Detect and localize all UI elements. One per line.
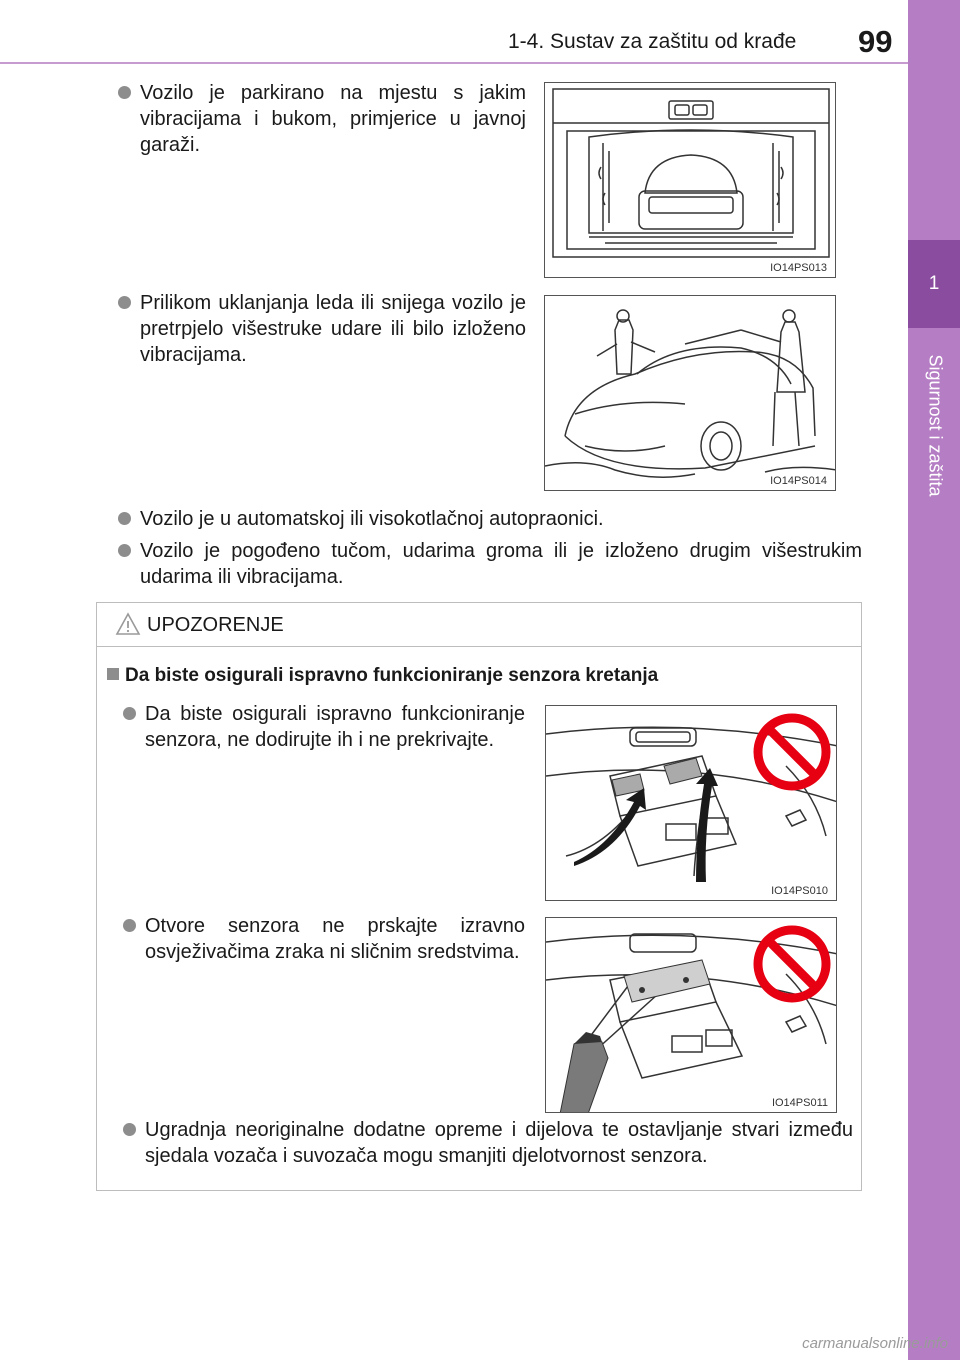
bullet-item xyxy=(118,290,526,368)
bullet-dot-icon xyxy=(118,86,131,99)
bullet-dot-icon xyxy=(123,1123,136,1136)
bullet-text: Vozilo je pogođeno tučom, udarima groma ili je izloženo drugim višestrukim udarima ili vibracijama. xyxy=(140,540,862,588)
bullet-item xyxy=(118,506,858,532)
bullet-dot-icon xyxy=(118,296,131,309)
warning-header xyxy=(97,603,861,647)
bullet-item xyxy=(118,80,526,158)
figure-code: IO14PS013 xyxy=(770,262,827,274)
warning-subheading xyxy=(107,665,658,687)
figure-code: IO14PS011 xyxy=(771,1097,828,1109)
warning-title: UPOZORENJE xyxy=(147,614,284,636)
square-bullet-icon xyxy=(107,668,119,680)
watermark: carmanualsonline.info xyxy=(802,1335,948,1352)
figure-code: IO14PS010 xyxy=(771,885,828,897)
bullet-text: Otvore senzora ne prskajte izravno osvježivačima zraka ni sličnim sredstvima. xyxy=(145,915,525,963)
figure-code: IO14PS014 xyxy=(770,475,827,487)
bullet-dot-icon xyxy=(118,512,131,525)
header-divider xyxy=(0,62,908,64)
side-tab-chapter-number: 1 xyxy=(928,273,940,294)
side-tab-chapter-label-text: Sigurnost i zaštita xyxy=(925,353,946,497)
bullet-dot-icon xyxy=(123,919,136,932)
bullet-dot-icon xyxy=(118,544,131,557)
side-tab-chapter[interactable] xyxy=(908,240,960,328)
bullet-text: Prilikom uklanjanja leda ili snijega vozilo je pretrpjelo višestruke udare ili bilo izloženo vibracijama. xyxy=(140,292,526,366)
figure-snow-removal xyxy=(544,295,836,491)
bullet-dot-icon xyxy=(123,707,136,720)
warning-subheading-text: Da biste osigurali ispravno funkcioniranje senzora kretanja xyxy=(125,665,659,686)
side-tab-chapter-label xyxy=(913,340,957,510)
warning-bullet-item xyxy=(123,1117,853,1169)
bullet-text: Vozilo je u automatskoj ili visokotlačnoj autopraonici. xyxy=(140,508,604,530)
warning-bullet-item xyxy=(123,913,525,965)
bullet-item xyxy=(118,538,862,590)
warning-bullet-item xyxy=(123,701,525,753)
bullet-text: Da biste osigurali ispravno funkcioniranje senzora, ne dodirujte ih i ne prekrivajte. xyxy=(145,703,525,751)
header-title: 1-4. Sustav za zaštitu od krađe xyxy=(508,30,797,53)
warning-box xyxy=(96,602,862,1191)
page-number: 99 xyxy=(858,24,893,59)
figure-sensor-spray xyxy=(545,917,837,1113)
side-tab xyxy=(908,0,960,1360)
warning-triangle-icon xyxy=(115,612,141,641)
figure-car-wash xyxy=(544,82,836,278)
figure-sensor-cover xyxy=(545,705,837,901)
bullet-text: Ugradnja neoriginalne dodatne opreme i dijelova te ostavljanje stvari između sjedala vozača i suvozača mogu smanjiti djelotvornost senzora. xyxy=(145,1119,853,1167)
bullet-text: Vozilo je parkirano na mjestu s jakim vibracijama i bukom, primjerice u javnoj garaži. xyxy=(140,82,526,156)
